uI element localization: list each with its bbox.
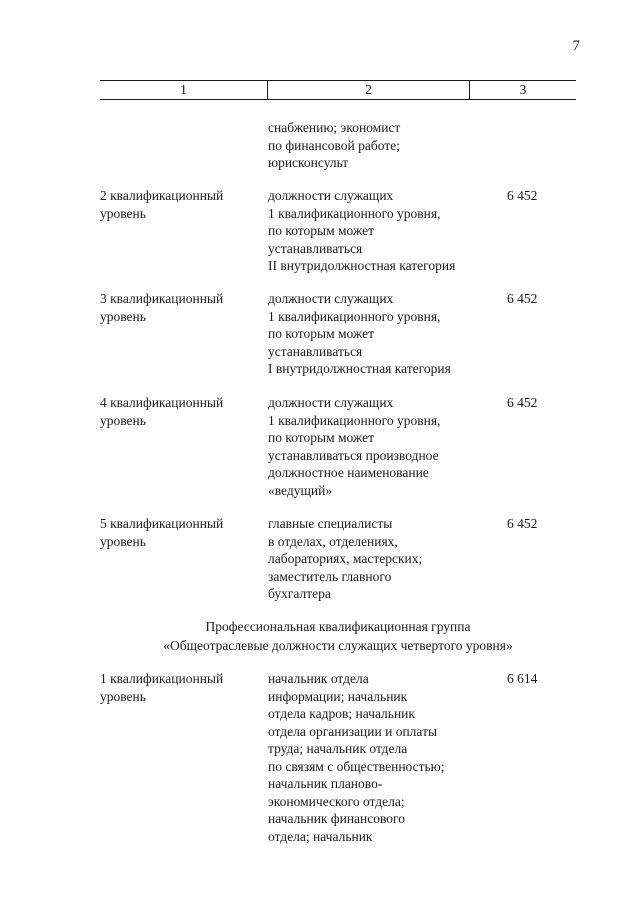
positions-text: должности служащих 1 квалификационного уровня, по которым может устанавливаться II внутридолжностная категория [268, 188, 456, 273]
salary-amount: 6 452 [507, 516, 538, 531]
table-header-col3: 3 [519, 82, 527, 97]
positions-text: должности служащих 1 квалификационного уровня, по которым может устанавливаться I внутридолжностная категория [268, 291, 451, 376]
table-header-col2: 2 [268, 81, 470, 99]
salary-amount: 6 452 [507, 188, 538, 203]
group-title: Профессиональная квалификационная группа «Общеотраслевые должности служащих четвертого уровня» [163, 619, 513, 653]
positions-text: должности служащих 1 квалификационного уровня, по которым может устанавливаться производное должностное наименование «ведущий» [268, 395, 441, 498]
page-number: 7 [572, 38, 580, 54]
qualification-level: 2 квалификационный уровень [100, 188, 224, 221]
salary-amount: 6 614 [507, 671, 538, 686]
table-header [100, 80, 576, 100]
salary-amount: 6 452 [507, 291, 538, 306]
qualification-level: 1 квалификационный уровень [100, 671, 224, 704]
positions-text: снабжению; экономист по финансовой работе; юрисконсульт [268, 120, 401, 170]
qualification-level: 4 квалификационный уровень [100, 395, 224, 428]
qualification-level: 5 квалификационный уровень [100, 516, 224, 549]
positions-text: главные специалисты в отделах, отделениях, лабораториях, мастерских; заместитель главного бухгалтера [268, 516, 423, 601]
table-header-col1: 1 [100, 81, 268, 99]
salary-amount: 6 452 [507, 395, 538, 410]
qualification-level: 3 квалификационный уровень [100, 291, 224, 324]
positions-text: начальник отдела информации; начальник отдела кадров; начальник отдела организации и оплаты труда; начальник отдела по связям с общественностью; начальник планово- экономического отдела; начальник финансового отдела; начальник [268, 671, 445, 844]
